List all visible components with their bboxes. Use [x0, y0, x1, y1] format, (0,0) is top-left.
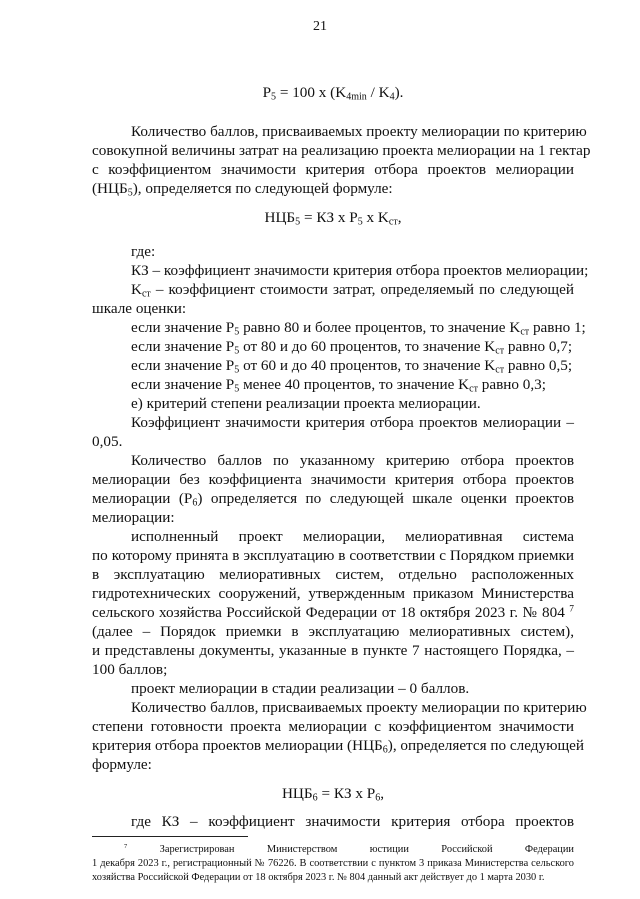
kst-definition-cont: шкале оценки: [92, 300, 187, 317]
para1-line: $(НЦБ_5)$, определяется по следующей формуле: [92, 180, 393, 199]
criterion-e: е) критерий степени реализации проекта мелиорации. [131, 395, 481, 412]
item1-line: исполненный проект мелиорации, мелиоративная система [131, 528, 574, 545]
para2-line: Количество баллов по указанному критерию отбора проектов [131, 452, 574, 469]
scale-item: если значение $P_5$ от 80 и до 60 процентов, то значение $K_{ст}$ равно 0,7; [131, 338, 573, 357]
item1-line: сельского хозяйства Российской Федерации от 18 октября 2023 г. № 804 $^7$ [92, 604, 574, 621]
footnote-divider [92, 836, 248, 837]
footnote-mark: 7 [124, 843, 128, 851]
footnote-ref: 7 [569, 604, 574, 615]
coefficient-line: Коэффициент значимости критерия отбора проектов мелиорации – [131, 414, 574, 431]
para3-line: степени готовности проекта мелиорации с коэффициентом значимости [92, 718, 574, 735]
footnote-line: 1 декабря 2023 г., регистрационный № 76226. В соответствии с пунктом 3 приказа Министерства сельского [92, 858, 574, 869]
last-line: где КЗ – коэффициент значимости критерия отбора проектов [131, 813, 574, 830]
para3-line: формуле: [92, 756, 152, 773]
item1-line: (далее – Порядок приемки в эксплуатацию мелиоративных систем), [92, 623, 574, 640]
para2-line: мелиорации $(P_6)$ определяется по следующей шкале оценки проектов [92, 490, 575, 509]
page-number: 21 [313, 19, 327, 34]
para2-line: мелиорации без коэффициента значимости критерия отбора проектов [92, 471, 574, 488]
formula-p5: $P_5 = 100$ x $(K_{4min} / K_4)$. [262, 84, 404, 103]
footnote-line: $^7$ Зарегистрирован Министерством юстиции Российской Федерации [124, 843, 574, 855]
scale-item: если значение $P_5$ равно 80 и более процентов, то значение $K_{ст}$ равно 1; [131, 319, 586, 338]
para1-line: с коэффициентом значимости критерия отбора проектов мелиорации [92, 161, 574, 178]
coefficient-value: 0,05. [92, 433, 123, 450]
para1-line: Количество баллов, присваиваемых проекту мелиорации по критерию [131, 123, 587, 140]
footnote-line: хозяйства Российской Федерации от 18 октября 2023 г. № 804 данный акт действует до 1 марта 2030 г. [92, 872, 545, 883]
formula-ncb5: $НЦБ_5$ = КЗ x $P_5$ x $K_{ст}$, [264, 209, 402, 228]
formula-ncb6: $НЦБ_6$ = КЗ x $P_6$, [281, 785, 385, 804]
item1-line: в эксплуатацию мелиоративных систем, отдельно расположенных [92, 566, 574, 583]
para1-line: совокупной величины затрат на реализацию проекта мелиорации на 1 гектар [92, 142, 591, 159]
kz-definition: КЗ – коэффициент значимости критерия отбора проектов мелиорации; [131, 262, 589, 279]
para3-line: Количество баллов, присваиваемых проекту мелиорации по критерию [131, 699, 587, 716]
item1-line: по которому принята в эксплуатацию в соответствии с Порядком приемки [92, 547, 574, 564]
para2-line: мелиорации: [92, 509, 175, 526]
item1-line: и представлены документы, указанные в пункте 7 настоящего Порядка, – [92, 642, 574, 659]
kst-definition: $K_{ст}$ – коэффициент стоимости затрат, определяемый по следующей [131, 281, 574, 300]
scale-item: если значение $P_5$ от 60 и до 40 процентов, то значение $K_{ст}$ равно 0,5; [131, 357, 573, 376]
item1-line: гидротехнических сооружений, утвержденным приказом Министерства [92, 585, 574, 602]
where-label: где: [131, 243, 156, 260]
item2: проект мелиорации в стадии реализации – 0 баллов. [131, 680, 470, 697]
item1-line: 100 баллов; [92, 661, 168, 678]
scale-item: если значение $P_5$ менее 40 процентов, то значение $K_{ст}$ равно 0,3; [131, 376, 546, 395]
para3-line: критерия отбора проектов мелиорации $(НЦБ_6)$, определяется по следующей [92, 737, 585, 756]
